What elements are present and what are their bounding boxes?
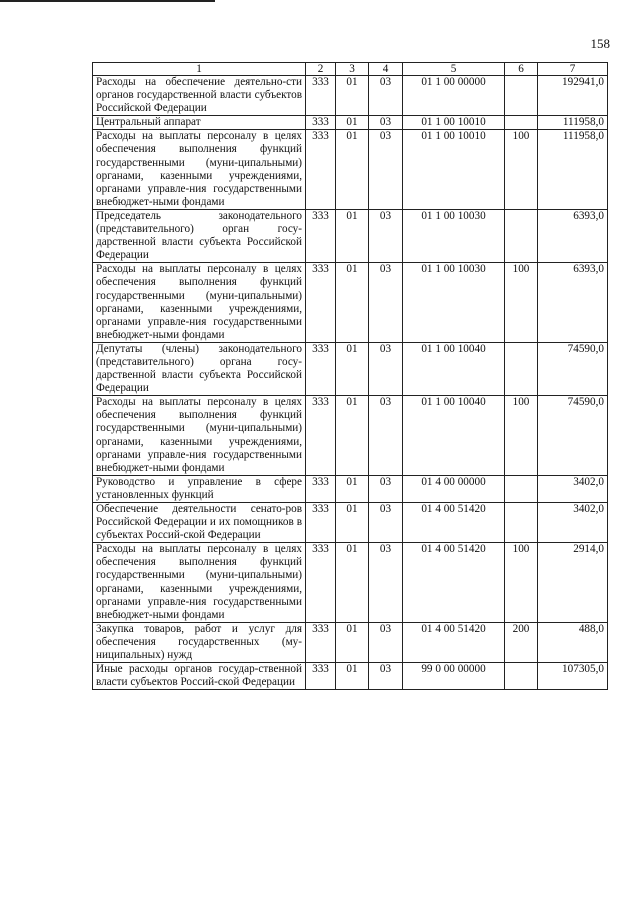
row-subsection: 03: [369, 475, 403, 502]
table-row: [93, 76, 608, 116]
table-row: [93, 503, 608, 543]
row-target-article: 01 4 00 51420: [403, 543, 505, 623]
row-expense-type: 100: [505, 543, 538, 623]
row-name: Расходы на выплаты персоналу в целях обеспечения выполнения функций государственными (муни-ципальными) органами, казенными учреждениями, органами управле-ния государственными внебюджет-ными фондами: [93, 130, 306, 210]
row-name: Центральный аппарат: [93, 116, 306, 130]
row-amount: 6393,0: [538, 209, 608, 262]
row-subsection: 03: [369, 622, 403, 662]
row-name: Председатель законодательного (представительного) орган госу-дарственной власти субъекта Российской Федерации: [93, 209, 306, 262]
row-target-article: 99 0 00 00000: [403, 663, 505, 690]
row-target-article: 01 1 00 10010: [403, 130, 505, 210]
row-section: 01: [336, 503, 369, 543]
row-name: Иные расходы органов государ-ственной власти субъектов Россий-ской Федерации: [93, 663, 306, 690]
row-section: 01: [336, 475, 369, 502]
row-amount: 111958,0: [538, 130, 608, 210]
row-ministry-code: 333: [306, 396, 336, 476]
row-name: Расходы на обеспечение деятельно-сти органов государственной власти субъектов Российской Федерации: [93, 76, 306, 116]
row-subsection: 03: [369, 263, 403, 343]
row-target-article: 01 1 00 10040: [403, 342, 505, 395]
row-expense-type: 100: [505, 130, 538, 210]
row-target-article: 01 1 00 10030: [403, 209, 505, 262]
row-amount: 74590,0: [538, 342, 608, 395]
table-row: [93, 263, 608, 343]
row-subsection: 03: [369, 342, 403, 395]
row-expense-type: [505, 663, 538, 690]
table-row: [93, 116, 608, 130]
table-row: [93, 396, 608, 476]
row-name: Расходы на выплаты персоналу в целях обеспечения выполнения функций государственными (муни-ципальными) органами, казенными учреждениями, органами управле-ния государственными внебюджет-ными фондами: [93, 263, 306, 343]
row-expense-type: [505, 503, 538, 543]
top-rule: [0, 0, 215, 2]
row-name: Расходы на выплаты персоналу в целях обеспечения выполнения функций государственными (муни-ципальными) органами, казенными учреждениями, органами управле-ния государственными внебюджет-ными фондами: [93, 543, 306, 623]
row-ministry-code: 333: [306, 622, 336, 662]
page-number: 158: [590, 36, 610, 51]
header-row: [93, 63, 608, 76]
row-subsection: 03: [369, 130, 403, 210]
row-expense-type: [505, 76, 538, 116]
row-section: 01: [336, 130, 369, 210]
header-col-4: 4: [369, 63, 403, 76]
header-col-1: 1: [93, 63, 306, 76]
row-amount: 3402,0: [538, 475, 608, 502]
row-section: 01: [336, 543, 369, 623]
row-ministry-code: 333: [306, 130, 336, 210]
header-col-2: 2: [306, 63, 336, 76]
row-name: Закупка товаров, работ и услуг для обеспечения государственных (му-ниципальных) нужд: [93, 622, 306, 662]
row-amount: 2914,0: [538, 543, 608, 623]
row-ministry-code: 333: [306, 663, 336, 690]
row-target-article: 01 1 00 10040: [403, 396, 505, 476]
row-subsection: 03: [369, 209, 403, 262]
row-ministry-code: 333: [306, 342, 336, 395]
row-expense-type: [505, 116, 538, 130]
row-name: Руководство и управление в сфере установленных функций: [93, 475, 306, 502]
row-ministry-code: 333: [306, 116, 336, 130]
row-subsection: 03: [369, 503, 403, 543]
row-expense-type: [505, 209, 538, 262]
row-subsection: 03: [369, 543, 403, 623]
row-target-article: 01 4 00 00000: [403, 475, 505, 502]
header-col-5: 5: [403, 63, 505, 76]
row-section: 01: [336, 263, 369, 343]
row-ministry-code: 333: [306, 76, 336, 116]
budget-table: [92, 62, 608, 690]
row-section: 01: [336, 342, 369, 395]
table-row: [93, 663, 608, 690]
row-name: Обеспечение деятельности сенато-ров Российской Федерации и их помощников в субъектах Россий-ской Федерации: [93, 503, 306, 543]
row-target-article: 01 1 00 10010: [403, 116, 505, 130]
row-ministry-code: 333: [306, 475, 336, 502]
row-amount: 74590,0: [538, 396, 608, 476]
row-section: 01: [336, 663, 369, 690]
row-name: Депутаты (члены) законодательного (представительного) органа госу-дарственной власти субъекта Российской Федерации: [93, 342, 306, 395]
row-target-article: 01 1 00 00000: [403, 76, 505, 116]
row-target-article: 01 4 00 51420: [403, 503, 505, 543]
row-subsection: 03: [369, 396, 403, 476]
row-ministry-code: 333: [306, 543, 336, 623]
row-section: 01: [336, 76, 369, 116]
row-ministry-code: 333: [306, 263, 336, 343]
row-expense-type: [505, 475, 538, 502]
row-ministry-code: 333: [306, 503, 336, 543]
row-amount: 6393,0: [538, 263, 608, 343]
table-row: [93, 130, 608, 210]
table-row: [93, 475, 608, 502]
row-target-article: 01 4 00 51420: [403, 622, 505, 662]
row-amount: 3402,0: [538, 503, 608, 543]
row-subsection: 03: [369, 663, 403, 690]
row-section: 01: [336, 209, 369, 262]
table-row: [93, 342, 608, 395]
header-col-6: 6: [505, 63, 538, 76]
row-amount: 192941,0: [538, 76, 608, 116]
row-subsection: 03: [369, 76, 403, 116]
row-subsection: 03: [369, 116, 403, 130]
row-section: 01: [336, 396, 369, 476]
header-col-3: 3: [336, 63, 369, 76]
row-amount: 107305,0: [538, 663, 608, 690]
header-col-7: 7: [538, 63, 608, 76]
table-row: [93, 543, 608, 623]
row-ministry-code: 333: [306, 209, 336, 262]
table-row: [93, 622, 608, 662]
row-expense-type: 200: [505, 622, 538, 662]
row-target-article: 01 1 00 10030: [403, 263, 505, 343]
table-row: [93, 209, 608, 262]
row-name: Расходы на выплаты персоналу в целях обеспечения выполнения функций государственными (муни-ципальными) органами, казенными учреждениями, органами управле-ния государственными внебюджет-ными фондами: [93, 396, 306, 476]
row-expense-type: 100: [505, 396, 538, 476]
row-amount: 488,0: [538, 622, 608, 662]
row-amount: 111958,0: [538, 116, 608, 130]
row-section: 01: [336, 116, 369, 130]
row-expense-type: [505, 342, 538, 395]
row-expense-type: 100: [505, 263, 538, 343]
row-section: 01: [336, 622, 369, 662]
